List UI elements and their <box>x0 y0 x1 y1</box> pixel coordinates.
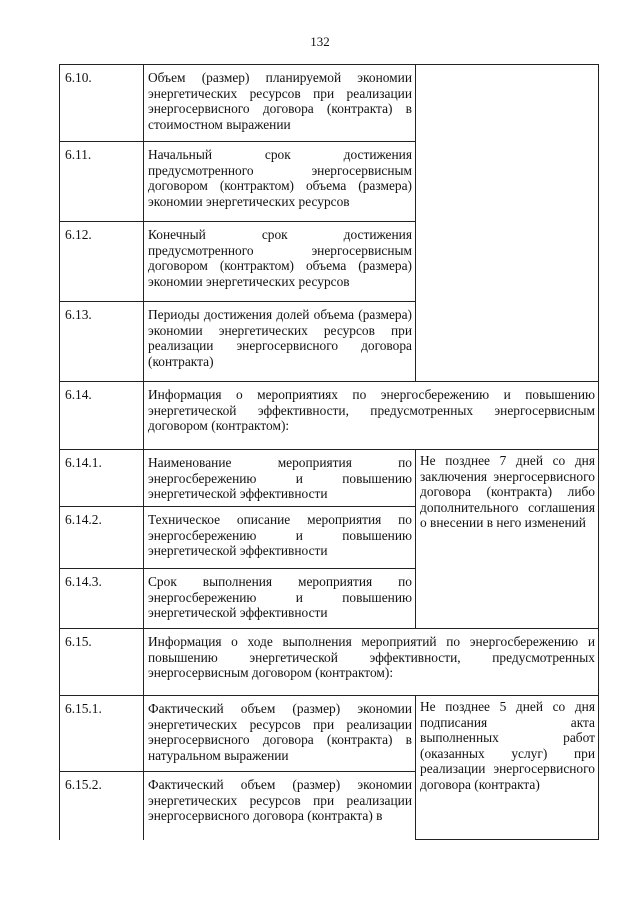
section-heading: Информация о ходе выполнения мероприятий по энергосбережению и повышению энергетической эффективности, предусмотренных энергосервисным договором (контрактом): <box>144 629 599 696</box>
row-description: Фактический объем (размер) экономии энергетических ресурсов при реализации энергосервисного договора (контракта) в <box>144 772 416 840</box>
row-number: 6.14.3. <box>60 569 144 629</box>
row-description: Начальный срок достижения предусмотренного энергосервисным договором (контрактом) объема (размера) экономии энергетических ресурсов <box>144 142 416 222</box>
row-number: 6.11. <box>60 142 144 222</box>
row-number: 6.13. <box>60 302 144 382</box>
page-number: 132 <box>310 34 330 49</box>
section-heading: Информация о мероприятиях по энергосбережению и повышению энергетической эффективности, предусмотренных энергосервисным договором (контрактом): <box>144 382 599 450</box>
row-description: Объем (размер) планируемой экономии энергетических ресурсов при реализации энергосервисного договора (контракта) в стоимостном выражении <box>144 65 416 142</box>
table-row <box>60 696 599 772</box>
deadline-cell: Не позднее 5 дней со дня подписания акта выполненных работ (оказанных услуг) при реализации энергосервисного договора (контракта) <box>416 696 599 840</box>
row-description: Наименование мероприятия по энергосбережению и повышению энергетической эффективности <box>144 450 416 507</box>
row-number: 6.15.1. <box>60 696 144 772</box>
row-number: 6.15. <box>60 629 144 696</box>
table-row <box>60 382 599 450</box>
row-number: 6.15.2. <box>60 772 144 840</box>
table-row <box>60 65 599 142</box>
requirements-table <box>59 64 599 840</box>
row-number: 6.14.2. <box>60 507 144 569</box>
row-description: Периоды достижения долей объема (размера) экономии энергетических ресурсов при реализации энергосервисного договора (контракта) <box>144 302 416 382</box>
row-number: 6.14.1. <box>60 450 144 507</box>
deadline-cell: Не позднее 7 дней со дня заключения энергосервисного договора (контракта) либо дополнительного соглашения о внесении в него изменений <box>416 450 599 629</box>
row-number: 6.14. <box>60 382 144 450</box>
row-description: Фактический объем (размер) экономии энергетических ресурсов при реализации энергосервисного договора (контракта) в натуральном выражении <box>144 696 416 772</box>
row-number: 6.12. <box>60 222 144 302</box>
row-description: Срок выполнения мероприятия по энергосбережению и повышению энергетической эффективности <box>144 569 416 629</box>
row-description: Техническое описание мероприятия по энергосбережению и повышению энергетической эффективности <box>144 507 416 569</box>
empty-term-cell <box>416 65 599 382</box>
row-description: Конечный срок достижения предусмотренного энергосервисным договором (контрактом) объема (размера) экономии энергетических ресурсов <box>144 222 416 302</box>
table-row <box>60 450 599 507</box>
row-number: 6.10. <box>60 65 144 142</box>
table-row <box>60 629 599 696</box>
